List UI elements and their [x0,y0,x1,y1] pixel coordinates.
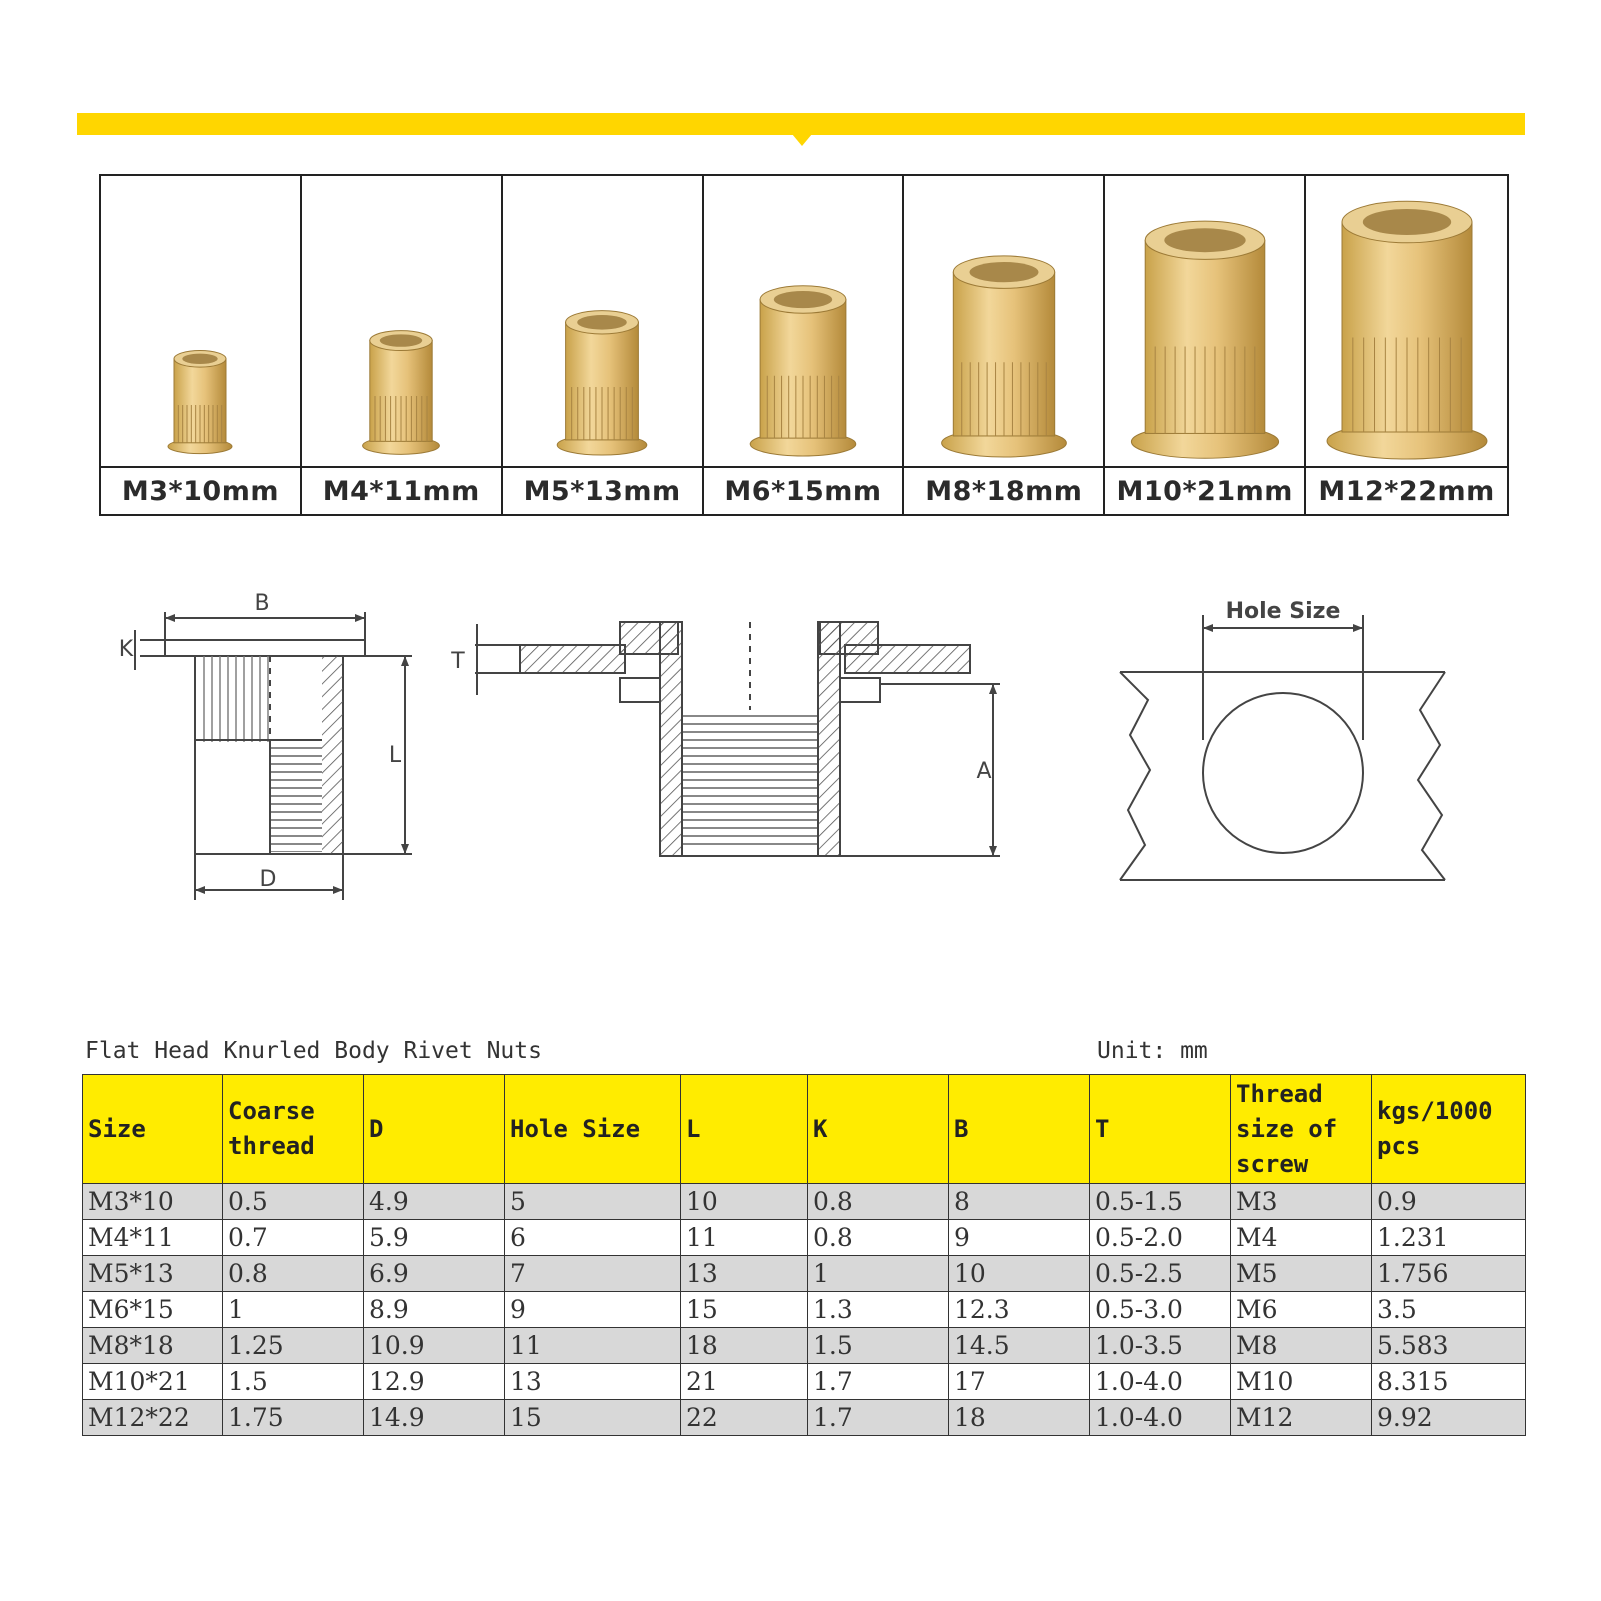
header-accent-notch [792,134,812,146]
table-cell: 0.5-3.0 [1090,1292,1231,1328]
rivet-nut-image [705,180,901,466]
table-cell: 1.5 [223,1364,364,1400]
table-cell: 1.231 [1372,1220,1526,1256]
product-size-grid [99,174,1509,516]
product-label-m4: M4*11mm [302,468,503,514]
table-cell: M6*15 [83,1292,223,1328]
table-row [83,1328,1526,1364]
table-cell: 1.0-4.0 [1090,1400,1231,1436]
table-cell: 8 [949,1184,1090,1220]
product-image-m4 [302,176,503,468]
table-cell: 12.9 [364,1364,505,1400]
table-cell: 21 [681,1364,808,1400]
table-cell: 1.7 [808,1364,949,1400]
header-thread-size: Thread size of screw [1231,1075,1372,1184]
table-cell: 15 [505,1400,681,1436]
header-b: B [949,1075,1090,1184]
dim-label-d: D [259,867,277,892]
product-image-m3 [101,176,302,468]
table-cell: 8.315 [1372,1364,1526,1400]
table-cell: 4.9 [364,1184,505,1220]
table-cell: 22 [681,1400,808,1436]
header-coarse-thread: Coarse thread [223,1075,364,1184]
table-cell: 10 [681,1184,808,1220]
table-cell: 0.8 [223,1256,364,1292]
table-cell: 13 [505,1364,681,1400]
product-image-m5 [503,176,704,468]
table-cell: 14.9 [364,1400,505,1436]
table-cell: 9 [505,1292,681,1328]
table-cell: 9 [949,1220,1090,1256]
technical-drawings [0,560,1601,920]
table-cell: 10 [949,1256,1090,1292]
rivet-nut-image [906,180,1102,466]
table-cell: 0.7 [223,1220,364,1256]
table-cell: 0.5-2.0 [1090,1220,1231,1256]
dim-label-k: K [118,637,134,662]
table-cell: 7 [505,1256,681,1292]
table-header-row [83,1075,1526,1184]
dim-label-l: L [388,743,402,768]
table-cell: 10.9 [364,1328,505,1364]
table-cell: 1.75 [223,1400,364,1436]
table-cell: 5 [505,1184,681,1220]
product-label-m3: M3*10mm [101,468,302,514]
table-cell: 1.3 [808,1292,949,1328]
product-label-m6: M6*15mm [704,468,905,514]
table-cell: 18 [949,1400,1090,1436]
table-cell: 12.3 [949,1292,1090,1328]
table-cell: 1 [808,1256,949,1292]
table-cell: 6 [505,1220,681,1256]
table-cell: 1.25 [223,1328,364,1364]
rivet-nut-image [504,180,700,466]
header-k: K [808,1075,949,1184]
table-title: Flat Head Knurled Body Rivet Nuts [85,1038,542,1064]
table-cell: M8 [1231,1328,1372,1364]
table-cell: 13 [681,1256,808,1292]
table-cell: M4*11 [83,1220,223,1256]
table-cell: 0.9 [1372,1184,1526,1220]
table-row [83,1220,1526,1256]
table-cell: 6.9 [364,1256,505,1292]
table-cell: M8*18 [83,1328,223,1364]
dim-label-a: A [976,759,992,784]
header-accent-bar [77,113,1525,135]
table-row [83,1184,1526,1220]
header-t: T [1090,1075,1231,1184]
table-cell: 11 [681,1220,808,1256]
table-unit: Unit: mm [1097,1038,1208,1064]
table-cell: 3.5 [1372,1292,1526,1328]
rivet-nut-image [1107,180,1303,466]
header-hole-size: Hole Size [505,1075,681,1184]
header-l: L [681,1075,808,1184]
table-cell: M3 [1231,1184,1372,1220]
table-cell: 0.5 [223,1184,364,1220]
product-image-m10 [1105,176,1306,468]
table-cell: 8.9 [364,1292,505,1328]
product-image-m12 [1306,176,1507,468]
table-cell: M10 [1231,1364,1372,1400]
installed-section-drawing [475,622,1000,856]
header-d: D [364,1075,505,1184]
rivet-nut-image [1309,180,1505,466]
table-row [83,1256,1526,1292]
table-cell: 0.8 [808,1220,949,1256]
table-row [83,1400,1526,1436]
hole-size-drawing [1120,615,1445,880]
table-cell: 17 [949,1364,1090,1400]
table-row [83,1292,1526,1328]
table-cell: 18 [681,1328,808,1364]
header-size: Size [83,1075,223,1184]
table-cell: 1.0-4.0 [1090,1364,1231,1400]
table-cell: 11 [505,1328,681,1364]
table-cell: 5.583 [1372,1328,1526,1364]
table-cell: 0.8 [808,1184,949,1220]
table-cell: 9.92 [1372,1400,1526,1436]
table-cell: 1.0-3.5 [1090,1328,1231,1364]
table-cell: 14.5 [949,1328,1090,1364]
table-cell: 0.5-2.5 [1090,1256,1231,1292]
spec-table [82,1074,1526,1436]
table-cell: 5.9 [364,1220,505,1256]
table-cell: 1.7 [808,1400,949,1436]
product-label-m12: M12*22mm [1318,475,1495,507]
table-cell: M4 [1231,1220,1372,1256]
side-view-drawing [135,612,412,900]
dim-label-b: B [254,591,270,616]
table-cell: M6 [1231,1292,1372,1328]
dim-label-hole-size: Hole Size [1225,599,1341,624]
table-cell: M12 [1231,1400,1372,1436]
table-cell: M5 [1231,1256,1372,1292]
table-cell: 1 [223,1292,364,1328]
header-weight: kgs/1000 pcs [1372,1075,1526,1184]
product-image-m6 [704,176,905,468]
table-cell: M12*22 [83,1400,223,1436]
dim-label-t: T [451,649,465,674]
product-image-m8 [904,176,1105,468]
rivet-nut-image [102,180,298,466]
rivet-nut-image [303,180,499,466]
table-cell: 1.756 [1372,1256,1526,1292]
table-cell: M3*10 [83,1184,223,1220]
table-cell: 15 [681,1292,808,1328]
table-cell: M5*13 [83,1256,223,1292]
product-label-m5: M5*13mm [503,468,704,514]
table-row [83,1364,1526,1400]
table-cell: 1.5 [808,1328,949,1364]
product-label-m10: M10*21mm [1105,468,1306,514]
table-cell: M10*21 [83,1364,223,1400]
product-label-m8: M8*18mm [904,468,1105,514]
table-cell: 0.5-1.5 [1090,1184,1231,1220]
